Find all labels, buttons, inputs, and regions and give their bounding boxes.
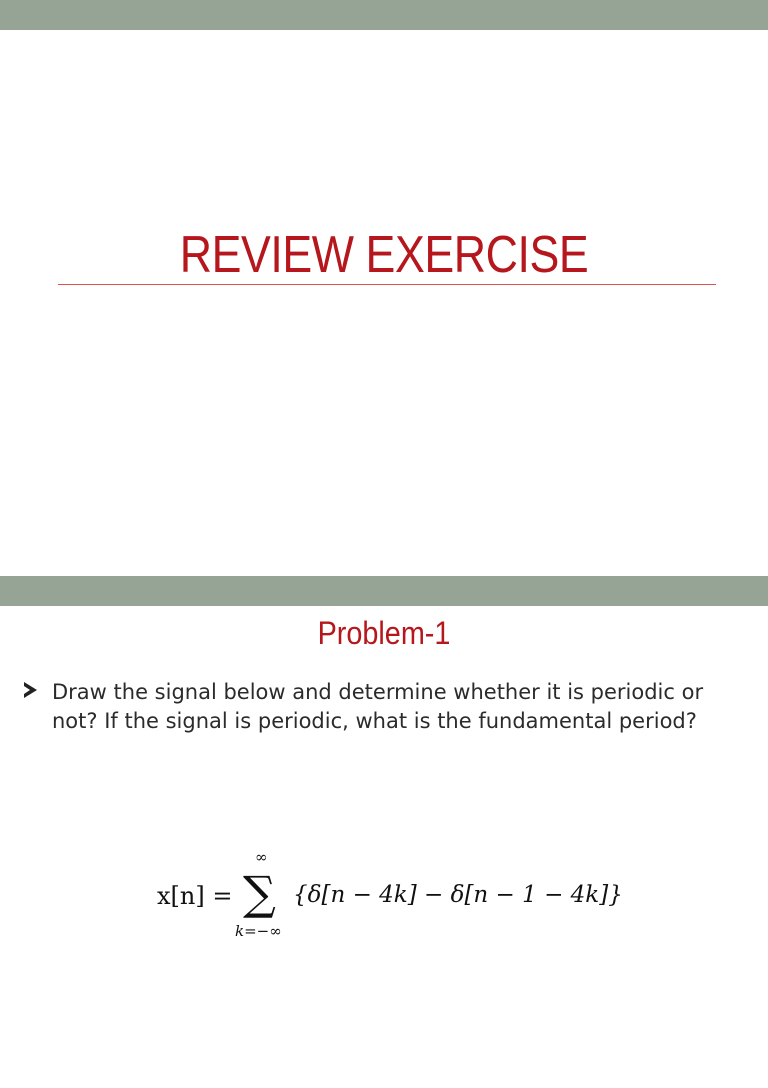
slide-review-exercise	[0, 0, 768, 512]
equation-rhs: {δ[n − 4k] − δ[n − 1 − 4k]}	[293, 882, 623, 908]
slide-header-bar	[0, 576, 768, 606]
title-underline	[58, 284, 716, 285]
slide-title: REVIEW EXERCISE	[179, 226, 589, 284]
sum-upper-limit: ∞	[255, 848, 268, 866]
arrow-bullet-icon	[24, 682, 37, 698]
equation-lhs: x[n] =	[157, 882, 233, 910]
summation-symbol: ∑	[243, 866, 276, 920]
sum-lower-limit: k=−∞	[235, 922, 282, 940]
slide-problem-1	[0, 576, 768, 1088]
bullet-text: Draw the signal below and determine whether it is periodic or not? If the signal is periodic, what is the fundamental period?	[52, 680, 704, 733]
slide-heading: Problem-1	[317, 615, 451, 651]
slide-header-bar	[0, 0, 768, 30]
summation-equation	[157, 846, 623, 946]
